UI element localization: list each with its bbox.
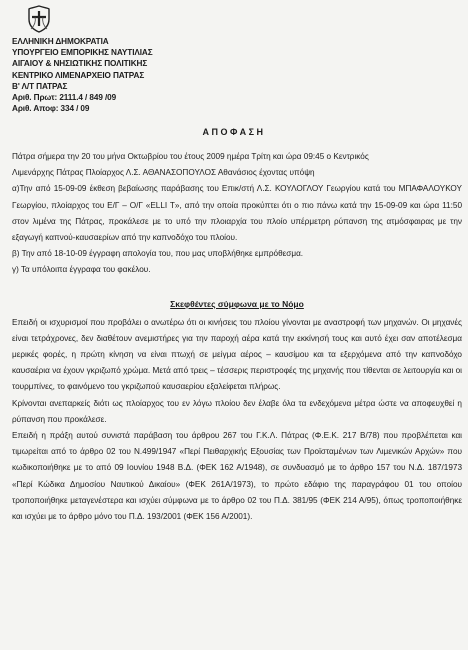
header-line: ΥΠΟΥΡΓΕΙΟ ΕΜΠΟΡΙΚΗΣ ΝΑΥΤΙΛΙΑΣ <box>12 48 153 58</box>
header-block <box>12 36 252 114</box>
header-line: ΑΙΓΑΙΟΥ & ΝΗΣΙΩΤΙΚΗΣ ΠΟΛΙΤΙΚΗΣ <box>12 59 148 69</box>
protocol-number: Αριθ. Πρωτ: 2111.4 / 849 /09 <box>12 93 117 103</box>
item-a: α)Την από 15-09-09 έκθεση βεβαίωσης παράβασης του Επικ/στή Λ.Σ. ΚΟΥΛΟΓΛΟΥ Γεωργίου κατά του ΜΠΑΦΑΛΟΥΚΟΥ Γεωργίου, πλοίαρχος του Ε/Γ – Ο/Γ «ELLI T», από την οποία προκύπτει ότι ο πιο πάνω κατά την 15-09-09 και ώρα 11:50 στον λιμένα της Πάτρας, προκάλεσε με το υπό την πλοιαρχία του πλοίο υπέρμετρη ρύπανση της ατμόσφαιρας με την εξαγωγή καπνού-καυσαερίων από την καπνοδόχο του πλοίου. <box>12 184 462 243</box>
intro-line: Λιμενάρχης Πάτρας Πλοίαρχος Λ.Σ. ΑΘΑΝΑΣΟΠΟΥΛΟΣ Αθανάσιος έχοντας υπόψη <box>12 168 315 178</box>
item-c: γ) Τα υπόλοιπα έγγραφα του φακέλου. <box>12 265 151 275</box>
greek-emblem-icon <box>27 5 51 33</box>
paragraph: Επειδή οι ισχυρισμοί που προβάλει ο ανωτέρω ότι οι κινήσεις του πλοίου γίνονται με αναστροφή των μηχανών. Οι μηχανές είναι τετράχρονες, δεν διαθέτουν ανεμιστήρες για την παροχή αέρα κατά την εκκίνησή τους και αυτό έχει σαν αποτέλεσμα μερικές φορές, η πρώτη κίνηση να είναι πτωχή σε μείγμα αέρος – καυσίμου και τα εξερχόμενα από την καπνοδόχο καυσαέρια να έχουν γκριζωπό χρώμα. Μετά από τρεις – τέσσερις περιστροφές της μηχανής που τίθενται σε λειτουργία και οι τουρμπίνες, το φαινόμενο του γκριζωπού καυσαερίου εξαλείφεται πλήρως. <box>12 317 462 392</box>
section-subtitle: Σκεφθέντες σύμφωνα με το Νόμο <box>170 298 304 309</box>
paragraph: Κρίνονται ανεπαρκείς διότι ως πλοίαρχος του εν λόγω πλοίου δεν έλαβε όλα τα ενδεχόμενα μέτρα ώστε να αποφευχθεί η ρύπανση που προκάλεσε. <box>12 398 462 424</box>
decision-number: Αριθ. Αποφ: 334 / 09 <box>12 104 90 114</box>
document-title: ΑΠΟΦΑΣΗ <box>202 127 266 137</box>
item-b: β) Την από 18-10-09 έγγραφη απολογία του, που μας υποβλήθηκε εμπρόθεσμα. <box>12 249 304 259</box>
paragraph: Επειδή η πράξη αυτού συνιστά παράβαση του άρθρου 267 του Γ.Κ.Λ. Πάτρας (Φ.Ε.Κ. 217 Β/78) που προβλέπεται και τιμωρείται από το άρθρο 02 του Ν.499/1947 «Περί Πειθαρχικής Εξουσίας των Προϊσταμένων των Λιμενικών Αρχών» που κωδικοποιήθηκε με το από 09 Ιουνίου 1948 Β.Δ. (ΦΕΚ 162 Α/1948), σε συνδυασμό με το άρθρο 157 του Ν.Δ. 187/1973 «Περί Κώδικα Δημοσίου Ναυτικού Δικαίου» (ΦΕΚ 261Α/1973), το πρώτο εδάφιο της παραγράφου 01 του οποίου τροποποιήθηκε μεταγενέστερα και ισχύει σύμφωνα με το άρθρο 02 του Π.Δ. 381/95 (ΦΕΚ 214 Α/95), όπως τροποποιήθηκε και ισχύει με το άρθρο μόνο του Π.Δ. 193/2001 (ΦΕΚ 156 Α/2001). <box>12 431 462 522</box>
header-line: ΕΛΛΗΝΙΚΗ ΔΗΜΟΚΡΑΤΙΑ <box>12 37 109 46</box>
document-body <box>12 149 462 525</box>
intro-line: Πάτρα σήμερα την 20 του μήνα Οκτωβρίου του έτους 2009 ημέρα Τρίτη και ώρα 09:45 ο Κεντρικός <box>12 152 369 161</box>
header-line: Β' Λ/Τ ΠΑΤΡΑΣ <box>12 81 68 91</box>
header-line: ΚΕΝΤΡΙΚΟ ΛΙΜΕΝΑΡΧΕΙΟ ΠΑΤΡΑΣ <box>12 70 145 80</box>
